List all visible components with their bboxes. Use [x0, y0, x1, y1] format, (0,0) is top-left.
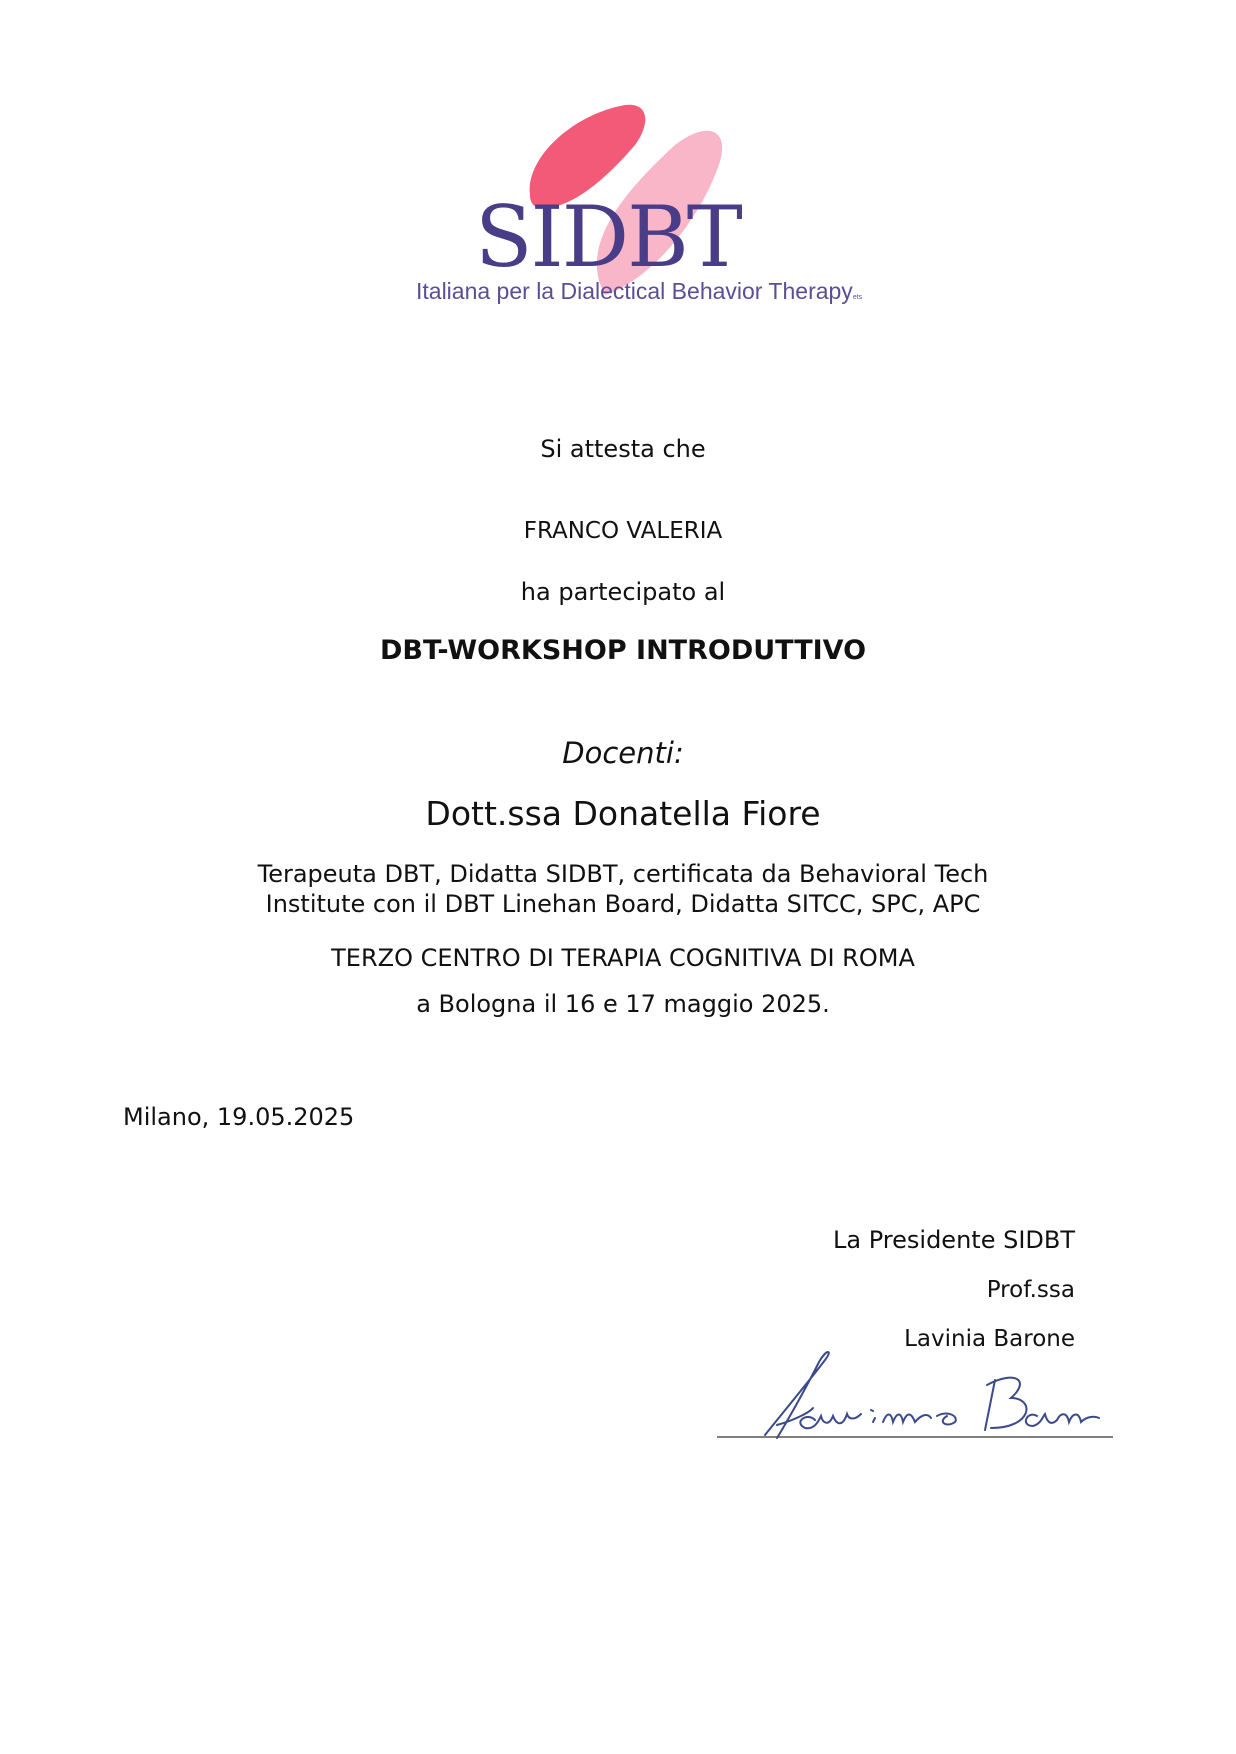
signatory-role: La Presidente SIDBT	[833, 1226, 1075, 1254]
signatory-title: Prof.ssa	[986, 1277, 1075, 1303]
organizer: TERZO CENTRO DI TERAPIA COGNITIVA DI ROMA	[331, 944, 915, 972]
intro-text: Si attesta che	[540, 435, 706, 463]
teacher-name: Dott.ssa Donatella Fiore	[425, 794, 821, 833]
sidbt-logo	[400, 90, 900, 320]
issue-place-date: Milano, 19.05.2025	[123, 1103, 355, 1131]
teacher-bio-line-2: Institute con il DBT Linehan Board, Didatta SITCC, SPC, APC	[265, 890, 981, 918]
logo-subtitle: Italiana per la Dialectical Behavior Therapyets	[416, 278, 863, 304]
signature	[715, 1350, 1115, 1445]
location-date: a Bologna il 16 e 17 maggio 2025.	[416, 990, 830, 1018]
logo-wordmark: SIDBT	[475, 188, 741, 286]
teacher-bio-line-1: Terapeuta DBT, Didatta SIDBT, certificata da Behavioral Tech	[257, 860, 989, 888]
participation-text: ha partecipato al	[520, 578, 726, 606]
course-title: DBT-WORKSHOP INTRODUTTIVO	[379, 635, 867, 666]
participant-name: FRANCO VALERIA	[523, 518, 723, 544]
signatory-name: Lavinia Barone	[904, 1326, 1075, 1352]
teachers-label: Docenti:	[562, 736, 684, 770]
